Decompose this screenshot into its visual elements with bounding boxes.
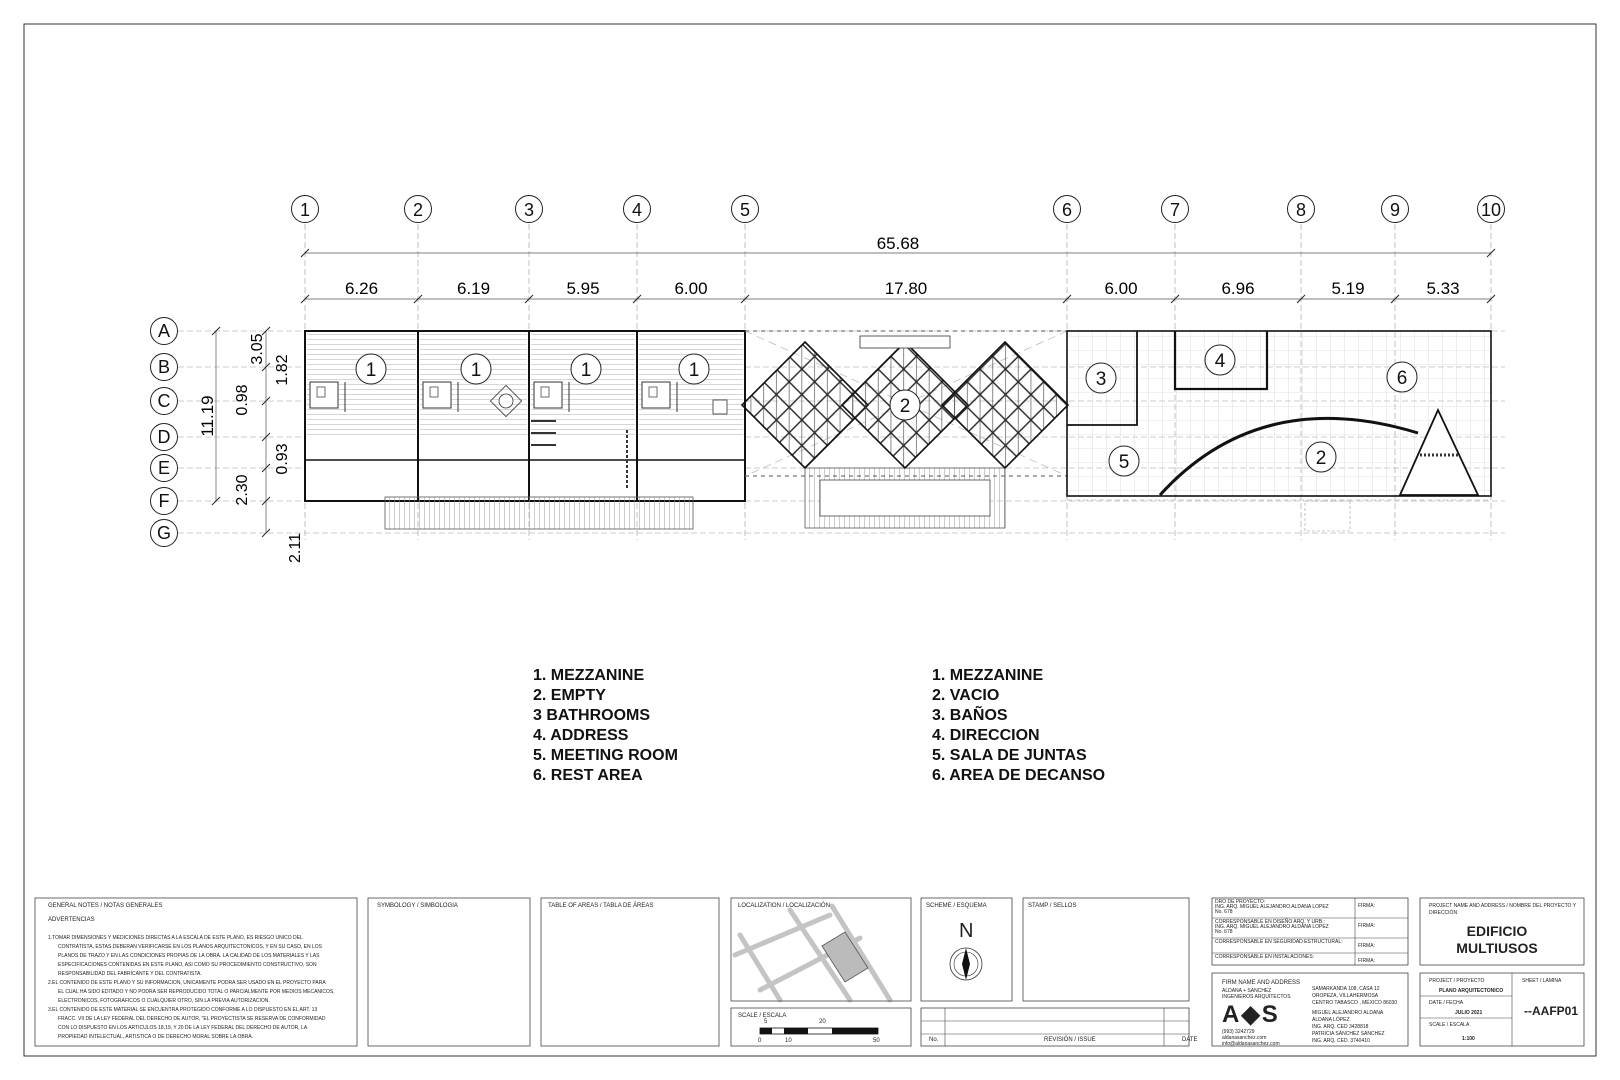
areas-box	[541, 898, 719, 1046]
areas-title: TABLE OF AREAS / TABLA DE ÁREAS	[548, 903, 654, 909]
legend-item: 4. DIRECCION	[932, 727, 1040, 744]
space-frame-diamond-3	[942, 342, 1068, 468]
legend-item: 3. BAÑOS	[932, 707, 1008, 724]
project-title-label: PROJECT NAME AND ADDRESS / NOMBRE DEL PROYECTO Y DIRECCIÓN	[1429, 903, 1576, 916]
responsible-signature-label: FIRMA:	[1358, 943, 1375, 949]
firm-address	[1312, 986, 1397, 1007]
legend-item: 2. VACIO	[932, 687, 1000, 704]
scale-title: SCALE / ESCALA	[738, 1013, 787, 1019]
general-notes	[48, 934, 335, 1042]
legend-spanish	[932, 666, 1105, 786]
column-dimension-4: 6.00	[674, 279, 708, 298]
note-line: CONTRATISTA, ESTAS DEBERAN VERIFICARSE EN LOS PLANOS ARQUITECTONICOS, Y EN SU CASO, EN LOS	[58, 944, 322, 950]
column-dimension-8: 5.19	[1331, 279, 1365, 298]
stamp-title: STAMP / SELLOS	[1028, 903, 1077, 909]
row-dimension-b-c: 1.82	[274, 354, 291, 386]
grid-label-row-A: A	[157, 321, 171, 341]
legend-english	[533, 666, 678, 786]
grid-label-col-8: 8	[1295, 200, 1307, 220]
desk-furniture	[713, 400, 727, 414]
note-line: FRACC. VII DE LA LEY FEDERAL DEL DERECHO DE AUTOR, "EL PROYECTISTA SE RESERVA DE CONFORMIDAD	[58, 1016, 326, 1022]
north-label: N	[959, 920, 974, 942]
responsible-signature-label: FIRMA:	[1358, 958, 1375, 964]
legend-item: 1. MEZZANINE	[932, 667, 1044, 684]
responsible-label: DRO DE PROYECTO:	[1215, 899, 1266, 905]
advertencias-label: ADVERTENCIAS	[48, 917, 95, 923]
localization-title: LOCALIZATION / LOCALIZACIÓN	[738, 903, 830, 909]
project-label: PROJECT / PROYECTO	[1429, 978, 1485, 984]
responsible-name: ING. ARQ. MIGUEL ALEJANDRO ALDANA LOPEZ	[1215, 924, 1329, 930]
column-dimension-7: 6.96	[1221, 279, 1255, 298]
symbology-box	[368, 898, 530, 1046]
firm-person-line: ING. ARQ. CED. 3740410	[1312, 1038, 1370, 1044]
legend-item: 5. SALA DE JUNTAS	[932, 747, 1087, 764]
legend-item: 1. MEZZANINE	[533, 667, 645, 684]
scale-tick-10: 10	[785, 1038, 792, 1044]
column-dimension-9: 5.33	[1426, 279, 1460, 298]
bathroom-fixture	[642, 382, 670, 408]
firm-name-2: INGENIEROS ARQUITECTOS	[1222, 994, 1291, 1000]
overall-dimension: 65.68	[876, 234, 920, 253]
room-tag-10: 2	[1315, 448, 1327, 469]
firm-web: aldanasanchez.com	[1222, 1035, 1267, 1041]
row-dimension-c-d: 0.98	[234, 384, 251, 416]
scale-tick-50: 50	[873, 1038, 880, 1044]
firm-address-line: OROPEZA, VILLAHERMOSA	[1312, 993, 1379, 999]
scale-tick-20: 20	[819, 1019, 826, 1025]
bathroom-fixture	[423, 382, 451, 408]
scale-bar-segment	[760, 1028, 772, 1034]
row-dimension-a-b: 3.05	[249, 333, 266, 365]
firm-name-1: ALDANA + SANCHEZ	[1222, 988, 1272, 994]
scale-value: 1:100	[1462, 1036, 1475, 1042]
note-line: RESPONSABILIDAD DEL FABRICANTE Y DEL CONTRATISTA.	[58, 971, 202, 977]
room-tag-2: 1	[470, 360, 482, 381]
grid-label-col-7: 7	[1169, 200, 1181, 220]
entry-canopy	[1305, 501, 1350, 531]
note-line: 3.EL CONTENIDO DE ESTE MATERIAL SE ENCUENTRA PROTEGIDO CONFORME A LO DISPUESTO EN EL ART. 13	[48, 1007, 318, 1013]
grid-label-row-B: B	[157, 357, 171, 377]
project-value: PLANO ARQUITECTONICO	[1439, 988, 1504, 994]
responsible-extra: No. 678	[1215, 929, 1233, 935]
responsible-extra: No. 678	[1215, 909, 1233, 915]
grid-label-row-C: C	[157, 391, 171, 411]
grid-label-col-4: 4	[631, 200, 643, 220]
room-tag-7: 4	[1214, 351, 1226, 372]
firm-logo: A◆S	[1222, 1001, 1280, 1028]
legend-item: 6. REST AREA	[533, 767, 643, 784]
column-dimension-3: 5.95	[566, 279, 600, 298]
firm-people	[1312, 1010, 1385, 1045]
responsible-label: CORRESPONSABLE EN INSTALACIONES:	[1215, 954, 1315, 960]
firm-person-line: PATRICIA SÁNCHEZ SÁNCHEZ	[1312, 1031, 1385, 1037]
sheet-label: SHEET / LAMINA	[1522, 978, 1562, 984]
symbology-title: SYMBOLOGY / SIMBOLOGIA	[377, 903, 458, 909]
grid-label-col-2: 2	[412, 200, 424, 220]
grid-label-row-E: E	[157, 458, 171, 478]
responsible-signature-label: FIRMA:	[1358, 923, 1375, 929]
room-tag-6: 3	[1095, 369, 1107, 390]
revision-label: REVISIÓN / ISSUE	[1044, 1037, 1096, 1043]
firm-address-line: CENTRO TABASCO , MÉXICO 86030	[1312, 1000, 1398, 1006]
front-deck-left	[385, 497, 693, 529]
scale-tick-5: 5	[764, 1019, 768, 1025]
firm-person-line: ALDANA LÓPEZ	[1312, 1017, 1350, 1023]
scale-label: SCALE / ESCALA	[1429, 1022, 1470, 1028]
room-tag-1: 1	[365, 360, 377, 381]
row-dimension-f-g: 2.11	[287, 533, 304, 563]
responsible-label: CORRESPONSABLE EN DISEÑO ARQ. Y URB.:	[1215, 919, 1325, 925]
firm-person-line: MIGUEL ALEJANDRO ALDANA	[1312, 1010, 1384, 1016]
row-dimension-e-f: 2.30	[234, 474, 251, 506]
legend-item: 5. MEETING ROOM	[533, 747, 678, 764]
center-planter	[820, 480, 990, 516]
room-tag-9: 5	[1118, 452, 1130, 473]
sheet-value: --AAFP01	[1524, 1004, 1579, 1018]
revision-no-label: No.	[929, 1037, 939, 1043]
room-tag-8: 6	[1396, 368, 1408, 389]
grid-label-col-10: 10	[1480, 200, 1502, 220]
grid-label-col-3: 3	[523, 200, 535, 220]
firm-email: info@aldanasanchez.com	[1222, 1041, 1280, 1047]
note-line: PROPIEDAD INTELECTUAL, ARTISTICA O DE DERECHO MORAL SOBRE LA OBRA.	[58, 1034, 254, 1040]
grid-label-row-G: G	[156, 523, 172, 543]
total-height-dimension: 11.19	[198, 395, 217, 437]
responsible-signature-label: FIRMA:	[1358, 903, 1375, 909]
grid-label-col-6: 6	[1061, 200, 1073, 220]
scale-bar-segment	[784, 1028, 808, 1034]
legend-item: 3 BATHROOMS	[533, 707, 651, 724]
note-line: PLANOS DE TRAZO Y EN LAS CONDICIONES PROPIAS DE LA OBRA. LA CALIDAD DE LOS MATERIALES Y LAS	[58, 953, 320, 959]
firm-person-line: ING. ARQ. CED 3428818	[1312, 1024, 1369, 1030]
scale-bar-segment	[832, 1028, 878, 1034]
firm-phone: (993) 3242729	[1222, 1029, 1255, 1035]
note-line: CON LO DISPUESTO EN LOS ARTICULOS 18,19, Y 20 DE LA LEY FEDERAL DEL DERECHO DE AUTOR, LA	[58, 1025, 308, 1031]
grid-label-col-5: 5	[739, 200, 751, 220]
bathroom-fixture	[310, 382, 338, 408]
bridge-element	[860, 336, 950, 348]
note-line: ELECTRONICOS, FOTOGRAFICOS O CUALQUIER OTRO, SIN LA PREVIA AUTORIZACION.	[58, 998, 270, 1004]
room-tag-5: 2	[899, 396, 911, 417]
legend-item: 2. EMPTY	[533, 687, 606, 704]
grid-label-col-9: 9	[1389, 200, 1401, 220]
responsible-label: CORRESPONSABLE EN SEGURIDAD ESTRUCTURAL:	[1215, 939, 1343, 945]
column-dimension-5: 17.80	[884, 279, 928, 298]
legend-item: 6. AREA DE DECANSO	[932, 767, 1106, 784]
date-label: DATE / FECHA	[1429, 1000, 1464, 1006]
street-map	[735, 906, 890, 1000]
bathroom-fixture	[534, 382, 562, 408]
firm-title: FIRM NAME AND ADDRESS	[1222, 980, 1301, 986]
note-line: ESPECIFICACIONES CONTENIDAS EN ESTE PLANO, ASI COMO SU PROCEDIMIENTO CONSTRUCTIVO, SON	[58, 962, 317, 968]
column-dimension-6: 6.00	[1104, 279, 1138, 298]
general-notes-title: GENERAL NOTES / NOTAS GENERALES	[48, 903, 163, 909]
note-line: 2.EL CONTENIDO DE ESTE PLANO Y SU INFORMACION, UNICAMENTE PODRA SER USADO EN EL PROYECTO PARA	[48, 980, 326, 986]
responsible-name: ING. ARQ. MIGUEL ALEJANDRO ALDANA LOPEZ	[1215, 904, 1329, 910]
scale-tick-0: 0	[758, 1038, 762, 1044]
meeting-table-top	[499, 394, 513, 408]
note-line: EL CUAL HA SIDO EDITADO Y NO PODRA SER REPRODUCIDO TOTAL O PARCIALMENTE POR MEDIOS MECANICOS,	[58, 989, 335, 995]
firm-address-line: SAMARKANDA 108, CASA 12	[1312, 986, 1380, 992]
row-dimension-d-e: 0.93	[274, 443, 291, 475]
column-dimension-2: 6.19	[456, 279, 491, 298]
room-tag-4: 1	[688, 360, 700, 381]
stamp-box	[1023, 898, 1189, 1001]
room-tag-3: 1	[580, 360, 592, 381]
grid-label-row-F: F	[158, 491, 170, 511]
revision-date-label: DATE	[1182, 1037, 1198, 1043]
project-name-line-1: EDIFICIO	[1466, 923, 1528, 939]
grid-label-col-1: 1	[299, 200, 311, 220]
legend-item: 4. ADDRESS	[533, 727, 629, 744]
column-dimension-1: 6.26	[344, 279, 379, 298]
scheme-title: SCHEME / ESQUEMA	[926, 903, 987, 909]
date-value: JULIO 2021	[1455, 1010, 1483, 1016]
grid-label-row-D: D	[157, 427, 171, 447]
note-line: 1.TOMAR DIMENSIONES Y MEDICIONES DIRECTAS A LA ESCALA DE ESTE PLANO, ES RIESGO UNICO DEL	[48, 935, 303, 941]
project-name-line-2: MULTIUSOS	[1456, 940, 1538, 956]
